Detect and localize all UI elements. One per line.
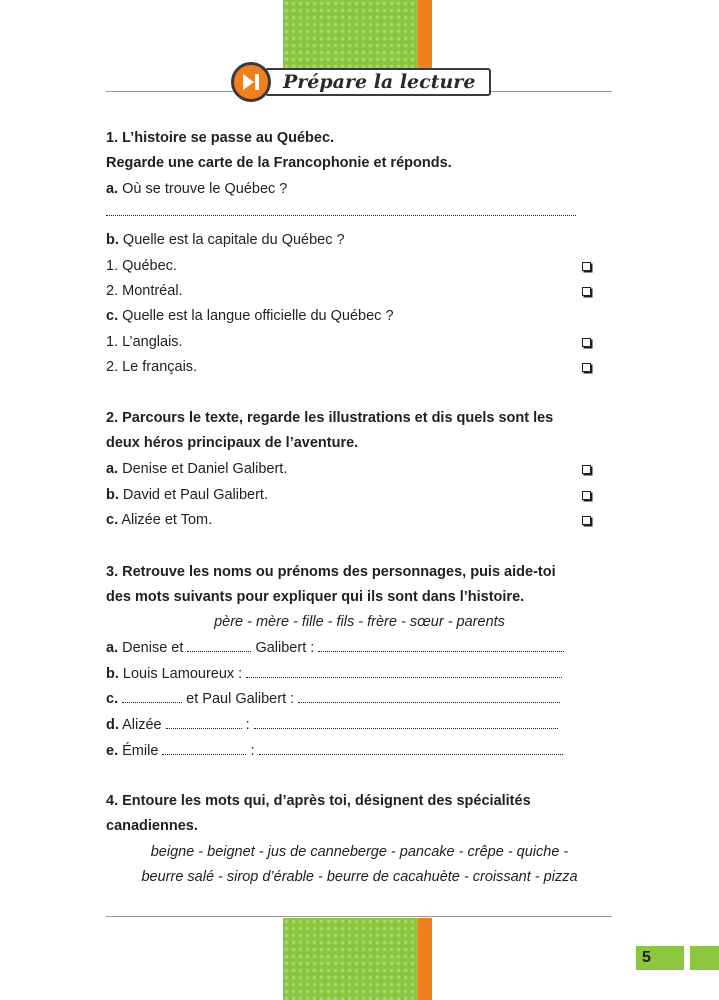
q3e-blank-role[interactable] <box>259 743 563 755</box>
q1b-option-2: 2. Montréal. <box>106 283 183 299</box>
bottom-rule <box>106 916 612 917</box>
q3a-blank-name[interactable] <box>187 640 251 652</box>
q1b-option-1: 1. Québec. <box>106 258 177 274</box>
q3b-line: b. Louis Lamoureux : <box>106 665 562 683</box>
q1b-prompt: b. Quelle est la capitale du Québec ? <box>106 232 345 248</box>
checkbox[interactable] <box>582 262 591 271</box>
skip-forward-icon <box>231 62 271 102</box>
q3d-blank-role[interactable] <box>254 717 558 729</box>
checkbox[interactable] <box>582 491 591 500</box>
q3-title-line2: des mots suivants pour expliquer qui ils sont dans l’histoire. <box>106 589 525 605</box>
q4-word-list-1: beigne - beignet - jus de canneberge - pancake - crêpe - quiche - <box>150 844 569 860</box>
q2-option-c: c. Alizée et Tom. <box>106 512 213 528</box>
q3-word-list: père - mère - fille - fils - frère - sœur - parents <box>214 614 505 630</box>
page-number-bar <box>690 946 719 970</box>
q3e-blank-name[interactable] <box>162 743 246 755</box>
q3a-blank-role[interactable] <box>318 640 564 652</box>
q4-title-line2: canadiennes. <box>106 818 198 834</box>
q3-title-line1: 3. Retrouve les noms ou prénoms des personnages, puis aide-toi <box>106 564 556 580</box>
q2-option-b: b. David et Paul Galibert. <box>106 487 268 503</box>
q3a-line: a. Denise et Galibert : <box>106 639 564 657</box>
checkbox[interactable] <box>582 287 591 296</box>
q3e-line: e. Émile : <box>106 742 563 760</box>
q3c-blank-name[interactable] <box>122 691 182 703</box>
q1c-option-1: 1. L’anglais. <box>106 334 183 350</box>
q3b-blank-role[interactable] <box>246 666 562 678</box>
q1-title-line1: 1. L’histoire se passe au Québec. <box>106 130 335 146</box>
q1-title-line2: Regarde une carte de la Francophonie et réponds. <box>106 155 452 171</box>
q3d-line: d. Alizée : <box>106 716 558 734</box>
checkbox[interactable] <box>582 338 591 347</box>
q1c-option-2: 2. Le français. <box>106 359 198 375</box>
q2-title-line2: deux héros principaux de l’aventure. <box>106 435 359 451</box>
bottom-orange-stripe <box>418 918 432 1000</box>
q4-word-list-2: beurre salé - sirop d’érable - beurre de cacahuète - croissant - pizza <box>141 869 578 885</box>
q4-title-line1: 4. Entoure les mots qui, d’après toi, désignent des spécialités <box>106 793 531 809</box>
q1a-prompt: a. Où se trouve le Québec ? <box>106 181 288 197</box>
page-number: 5 <box>636 946 684 970</box>
checkbox[interactable] <box>582 516 591 525</box>
q1a-answer-field[interactable] <box>106 203 576 221</box>
checkbox[interactable] <box>582 363 591 372</box>
q2-title-line1: 2. Parcours le texte, regarde les illustrations et dis quels sont les <box>106 410 554 426</box>
bottom-green-stripe <box>283 918 418 1000</box>
checkbox[interactable] <box>582 465 591 474</box>
q1c-prompt: c. Quelle est la langue officielle du Québec ? <box>106 308 394 324</box>
q3d-blank-name[interactable] <box>166 717 242 729</box>
q3c-blank-role[interactable] <box>298 691 560 703</box>
q2-option-a: a. Denise et Daniel Galibert. <box>106 461 288 477</box>
section-title: Prépare la lecture <box>265 68 491 96</box>
q3c-line: c. et Paul Galibert : <box>106 690 560 708</box>
